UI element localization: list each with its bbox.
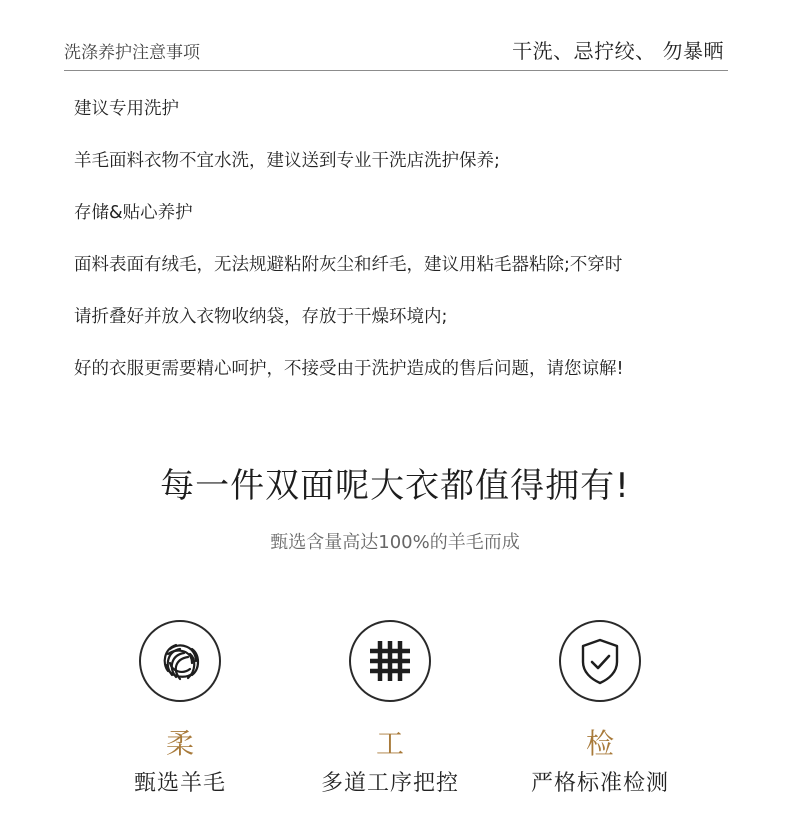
care-line: 存储&贴心养护 xyxy=(74,203,193,223)
feature-char: 工 xyxy=(375,727,404,760)
shield-check-icon xyxy=(577,636,623,686)
care-tagline: 干洗、忌拧绞、 勿暴晒 xyxy=(512,39,724,63)
feature-inspection xyxy=(490,620,710,798)
grid-icon xyxy=(366,637,414,685)
feature-label: 甄选羊毛 xyxy=(133,771,226,796)
feature-craft xyxy=(280,620,500,798)
wool-icon xyxy=(154,635,206,687)
care-title: 洗涤养护注意事项 xyxy=(64,43,200,63)
care-instructions xyxy=(74,95,734,407)
feature-char: 检 xyxy=(585,727,614,760)
care-line: 建议专用洗护 xyxy=(74,99,179,119)
feature-icon-circle xyxy=(349,620,431,702)
headline: 每一件双面呢大衣都值得拥有! xyxy=(160,466,630,506)
care-line: 好的衣服更需要精心呵护，不接受由于洗护造成的售后问题，请您谅解! xyxy=(74,359,624,379)
feature-icon-circle xyxy=(559,620,641,702)
care-line: 羊毛面料衣物不宜水洗，建议送到专业干洗店洗护保养; xyxy=(74,151,500,171)
feature-icon-circle xyxy=(139,620,221,702)
care-header xyxy=(64,30,728,71)
care-line: 面料表面有绒毛，无法规避粘附灰尘和纤毛，建议用粘毛器粘除;不穿时 xyxy=(74,255,623,275)
feature-label: 多道工序把控 xyxy=(320,771,459,796)
feature-label: 严格标准检测 xyxy=(530,771,669,796)
feature-char: 柔 xyxy=(165,727,194,760)
feature-wool xyxy=(70,620,290,798)
care-line: 请折叠好并放入衣物收纳袋，存放于干燥环境内; xyxy=(74,307,448,327)
subline: 甄选含量高达100%的羊毛而成 xyxy=(270,532,520,553)
